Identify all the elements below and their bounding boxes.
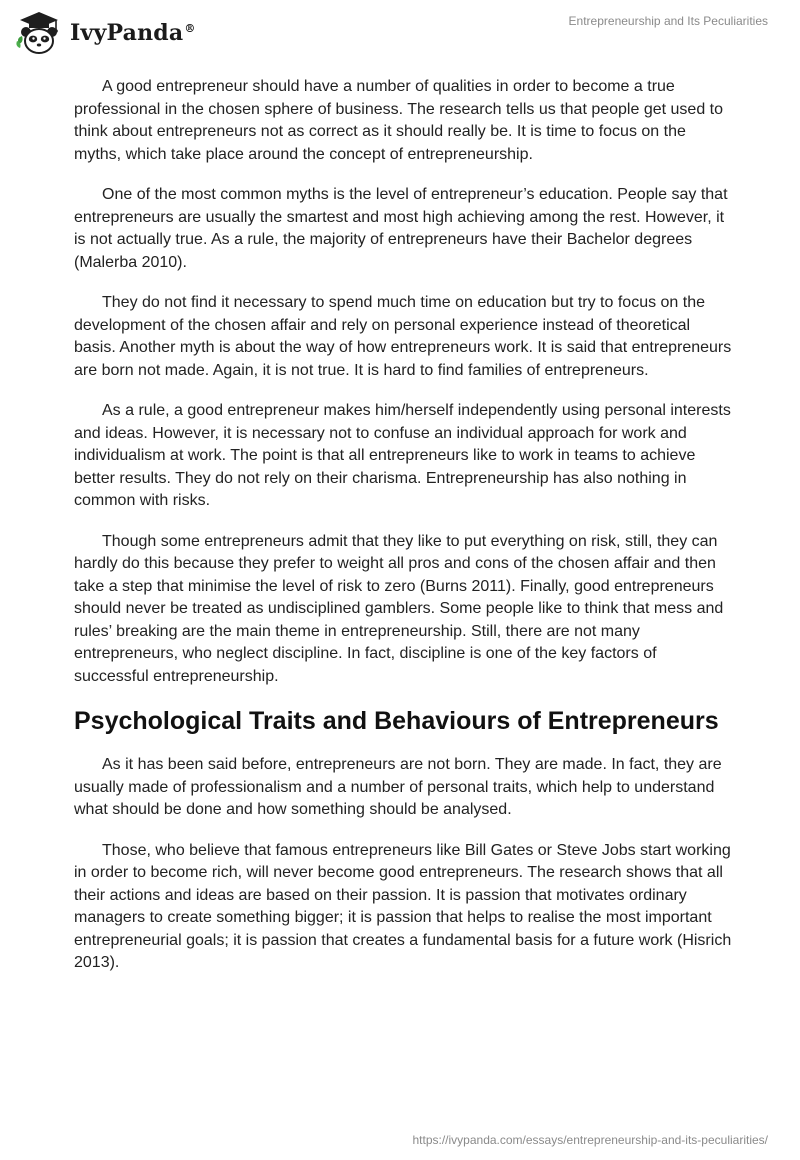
section-heading: Psychological Traits and Behaviours of Entrepreneurs xyxy=(74,707,719,735)
brand-logo[interactable] xyxy=(14,8,196,58)
paragraph: They do not find it necessary to spend much time on education but try to focus on the development of the chosen affair and rely on personal experience instead of theoretical basis. Another myth is about the way of how entrepreneurs work. It is said that entrepreneurs are born not made. Again, it is not true. It is hard to find families of entrepreneurs. xyxy=(74,294,732,379)
paragraph: One of the most common myths is the level of entrepreneur’s education. People say that entrepreneurs are usually the smartest and most high achieving among the rest. However, it is not actually true. As a rule, the majority of entrepreneurs have their Bachelor degrees (Malerba 2010). xyxy=(74,186,728,271)
paragraph: Those, who believe that famous entrepreneurs like Bill Gates or Steve Jobs start working in order to become rich, will never become good entrepreneurs. The research shows that all their actions and ideas are based on their passion. It is passion that motivates ordinary managers to create something bigger; it is passion that helps to realise the most important entrepreneurial goals; it is passion that creates a fundamental basis for a future work (Hisrich 2013). xyxy=(74,841,732,971)
brand-name: IvyPanda® xyxy=(70,20,196,46)
paragraph: As it has been said before, entrepreneurs are not born. They are made. In fact, they are usually made of professionalism and a number of personal traits, which help to understand what should be done and how something should be analysed. xyxy=(74,756,722,818)
paragraph: A good entrepreneur should have a number of qualities in order to become a true professional in the chosen sphere of business. The research tells us that people get used to think about entrepreneurs not as correct as it should really be. It is time to focus on the myths, which take place around the concept of entrepreneurship. xyxy=(74,78,723,163)
source-url[interactable]: https://ivypanda.com/essays/entrepreneurship-and-its-peculiarities/ xyxy=(412,1133,768,1147)
essay-body xyxy=(74,76,734,993)
paragraph: Though some entrepreneurs admit that they like to put everything on risk, still, they can hardly do this because they prefer to weight all pros and cons of the chosen affair and then take a step that minimise the level of risk to zero (Burns 2011). Finally, good entrepreneurs should never be treated as undisciplined gamblers. Some people like to think that mess and rules’ breaking are the main theme in entrepreneurship. Still, there are not many entrepreneurs, who neglect discipline. In fact, discipline is one of the key factors of successful entrepreneurship. xyxy=(74,532,724,685)
document-title: Entrepreneurship and Its Peculiarities xyxy=(568,14,768,28)
panda-graduation-cap-icon xyxy=(14,8,64,58)
paragraph: As a rule, a good entrepreneur makes him/herself independently using personal interests and ideas. However, it is necessary not to confuse an individual approach for work and individualism at work. The point is that all entrepreneurs like to work in teams to achieve better results. They do not rely on their charisma. Entrepreneurship has also nothing in common with risks. xyxy=(74,402,731,509)
page-header xyxy=(0,0,800,60)
registered-mark: ® xyxy=(184,21,196,35)
